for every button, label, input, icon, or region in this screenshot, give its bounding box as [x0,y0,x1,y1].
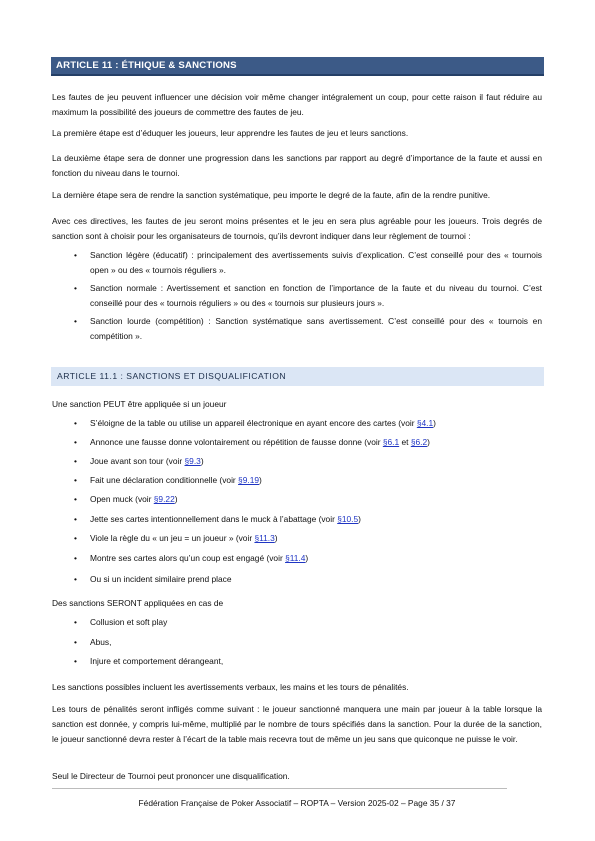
page-footer: Fédération Française de Poker Associatif – ROPTA – Version 2025-02 – Page 35 / 37 [138,798,456,808]
paragraph: Une sanction PEUT être appliquée si un joueur [52,399,227,409]
bullet-icon: • [74,418,77,428]
section-link[interactable]: §10.5 [337,514,359,524]
section-link[interactable]: §11.4 [285,553,306,563]
list-item: Abus, [90,637,112,647]
section-link[interactable]: §6.2 [410,437,428,447]
bullet-icon: • [74,456,77,466]
bullet-icon: • [74,533,77,543]
paragraph: La deuxième étape sera de donner une progression dans les sanctions par rapport au degré d’importance de la faute et aussi en fonction du niveau dans le tournoi. [52,153,542,178]
paragraph: Les fautes de jeu peuvent influencer une décision voir même changer intégralement un coup, pour cette raison il faut réduire au maximum la possibilité des joueurs de commettre des fautes de jeu. [52,92,542,117]
list-item: Sanction normale : Avertissement et sanction en fonction de l’importance de la faute et du niveau du tournoi. C’est conseillé pour des « tournois réguliers » ou des « tournois sur plusieurs jours ». [90,283,542,308]
footer-divider [52,788,507,789]
paragraph: Les sanctions possibles incluent les avertissements verbaux, les mains et les tours de pénalités. [52,682,409,692]
paragraph: Des sanctions SERONT appliquées en cas de [52,598,224,608]
list-item: Open muck (voir §9.22) [90,494,178,504]
bullet-icon: • [74,514,77,524]
bullet-icon: • [74,437,77,447]
list-item: Sanction lourde (compétition) : Sanction systématique sans avertissement. C’est conseillé pour des « tournois en compétition ». [90,316,542,341]
section-link[interactable]: §4.1 [416,418,434,428]
section-link[interactable]: §11.3 [254,533,275,543]
paragraph: Les tours de pénalités seront infligés comme suivant : le joueur sanctionné manquera une main par joueur à la table lorsque la sanction est donnée, y compris lui-même, multiplié par le nombre de tours spécifiés dans la sanction. Pour la durée de la sanction, le joueur sanctionné devra rester à l’écart de la table mais recevra tout de même un jeu sans que quiconque ne puisse le voir. [52,704,542,744]
bullet-icon: • [74,316,77,326]
section-link[interactable]: §9.22 [153,494,175,504]
bullet-icon: • [74,656,77,666]
list-item: Collusion et soft play [90,617,168,627]
bullet-icon: • [74,250,77,260]
section-link[interactable]: §6.1 [382,437,400,447]
bullet-icon: • [74,574,77,584]
bullet-icon: • [74,553,77,563]
bullet-icon: • [74,637,77,647]
list-item: Injure et comportement dérangeant, [90,656,224,666]
list-item: Jette ses cartes intentionnellement dans le muck à l’abattage (voir §10.5) [90,514,361,524]
list-item: Viole la règle du « un jeu = un joueur » (voir §11.3) [90,533,278,543]
list-item: Montre ses cartes alors qu’un coup est engagé (voir §11.4) [90,553,309,563]
list-item: Annonce une fausse donne volontairement ou répétition de fausse donne (voir §6.1 et §6.2) [90,437,430,447]
paragraph: Avec ces directives, les fautes de jeu seront moins présentes et le jeu en sera plus agréable pour les joueurs. Trois degrés de sanction sont à choisir pour les organisateurs de tournois, qu’ils devront indiquer dans leur règlement de tournoi : [52,216,542,241]
paragraph: La dernière étape sera de rendre la sanction systématique, peu importe le degré de la faute, afin de la rendre punitive. [52,190,491,200]
paragraph: La première étape est d’éduquer les joueurs, leur apprendre les fautes de jeu et leurs sanctions. [52,128,409,138]
list-item: Ou si un incident similaire prend place [90,574,232,584]
bullet-icon: • [74,475,77,485]
list-item: Joue avant son tour (voir §9.3) [90,456,204,466]
paragraph: Seul le Directeur de Tournoi peut prononcer une disqualification. [52,771,290,781]
section-link[interactable]: §9.3 [184,456,201,466]
article-11-1-heading: ARTICLE 11.1 : SANCTIONS ET DISQUALIFICATION [51,367,544,386]
list-item: S’éloigne de la table ou utilise un appareil électronique en ayant encore des cartes (voir §4.1) [90,418,436,428]
bullet-icon: • [74,283,77,293]
article-11-heading: ARTICLE 11 : ÉTHIQUE & SANCTIONS [51,57,544,76]
list-item: Sanction légère (éducatif) : principalement des avertissements suivis d’explication. C’est conseillé pour des « tournois open » ou des « tournois réguliers ». [90,250,542,275]
section-link[interactable]: §9.19 [238,475,260,485]
bullet-icon: • [74,494,77,504]
list-item: Fait une déclaration conditionnelle (voir §9.19) [90,475,262,485]
bullet-icon: • [74,617,77,627]
